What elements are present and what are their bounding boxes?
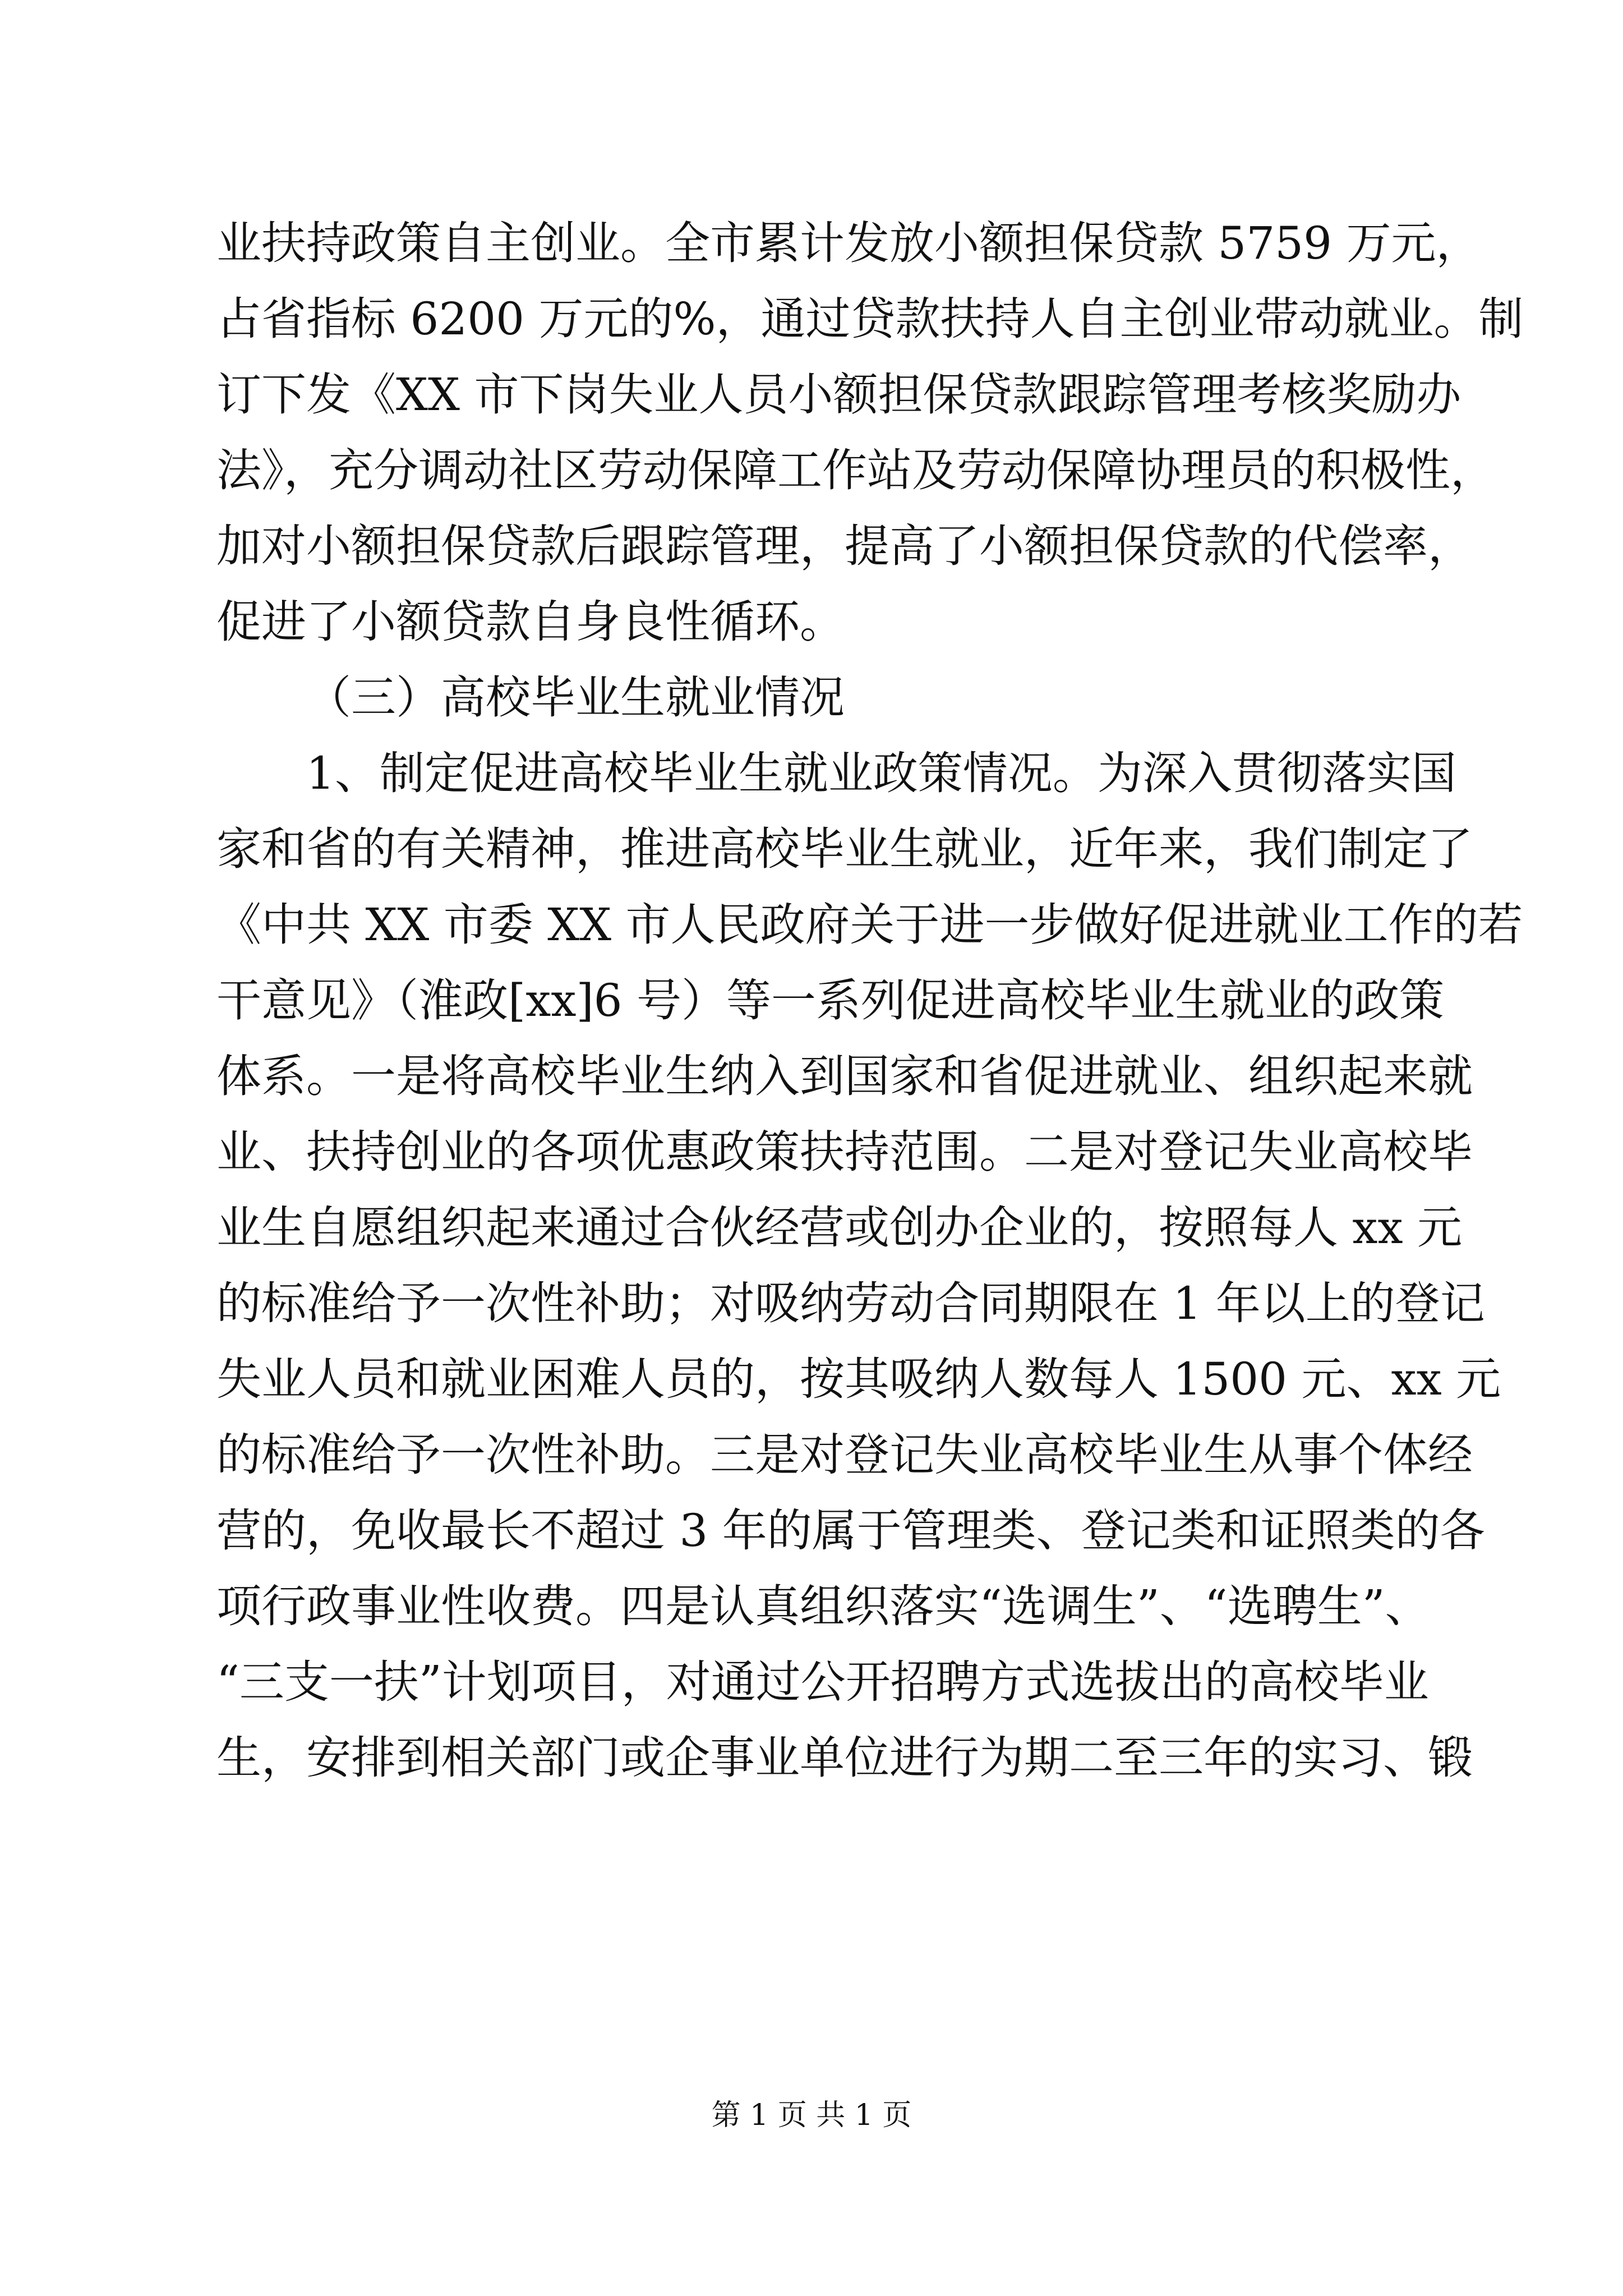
body-line: 营的，免收最长不超过 3 年的属于管理类、登记类和证照类的各 — [216, 1504, 1485, 1557]
body-line: 失业人员和就业困难人员的，按其吸纳人数每人 1500 元、xx 元 — [216, 1353, 1501, 1405]
document-body — [216, 205, 1524, 1796]
body-line: 项行政事业性收费。四是认真组织落实“选调生”、“选聘生”、 — [216, 1580, 1430, 1632]
body-line: 占省指标 6200 万元的%，通过贷款扶持人自主创业带动就业。制 — [216, 293, 1524, 345]
body-line: 生，安排到相关部门或企事业单位进行为期二至三年的实习、锻 — [216, 1732, 1473, 1784]
body-line: 加对小额担保贷款后跟踪管理，提高了小额担保贷款的代偿率， — [216, 520, 1473, 572]
page-footer: 第 1 页 共 1 页 — [711, 2099, 912, 2132]
body-line: 业生自愿组织起来通过合伙经营或创办企业的，按照每人 xx 元 — [216, 1202, 1463, 1254]
body-line: 干意见》（淮政[xx]6 号）等一系列促进高校毕业生就业的政策 — [216, 974, 1444, 1027]
body-line: 体系。一是将高校毕业生纳入到国家和省促进就业、组织起来就 — [216, 1050, 1473, 1102]
body-line: 家和省的有关精神，推进高校毕业生就业，近年来，我们制定了 — [216, 823, 1473, 875]
section-heading: （三）高校毕业生就业情况 — [306, 671, 845, 724]
body-line: 订下发《XX 市下岗失业人员小额担保贷款跟踪管理考核奖励办 — [216, 369, 1461, 421]
body-line: 1、制定促进高校毕业生就业政策情况。为深入贯彻落实国 — [306, 747, 1456, 799]
body-line: 的标准给予一次性补助；对吸纳劳动合同期限在 1 年以上的登记 — [216, 1277, 1485, 1329]
body-line: 促进了小额贷款自身良性循环。 — [216, 596, 845, 648]
body-line: 业、扶持创业的各项优惠政策扶持范围。二是对登记失业高校毕 — [216, 1126, 1473, 1178]
body-line: 的标准给予一次性补助。三是对登记失业高校毕业生从事个体经 — [216, 1429, 1473, 1481]
body-line: 《中共 XX 市委 XX 市人民政府关于进一步做好促进就业工作的若 — [216, 899, 1523, 951]
body-line: 业扶持政策自主创业。全市累计发放小额担保贷款 5759 万元， — [216, 217, 1481, 269]
body-line: “三支一扶”计划项目，对通过公开招聘方式选拔出的高校毕业 — [216, 1656, 1429, 1708]
body-line: 法》，充分调动社区劳动保障工作站及劳动保障协理员的积极性， — [216, 444, 1495, 496]
